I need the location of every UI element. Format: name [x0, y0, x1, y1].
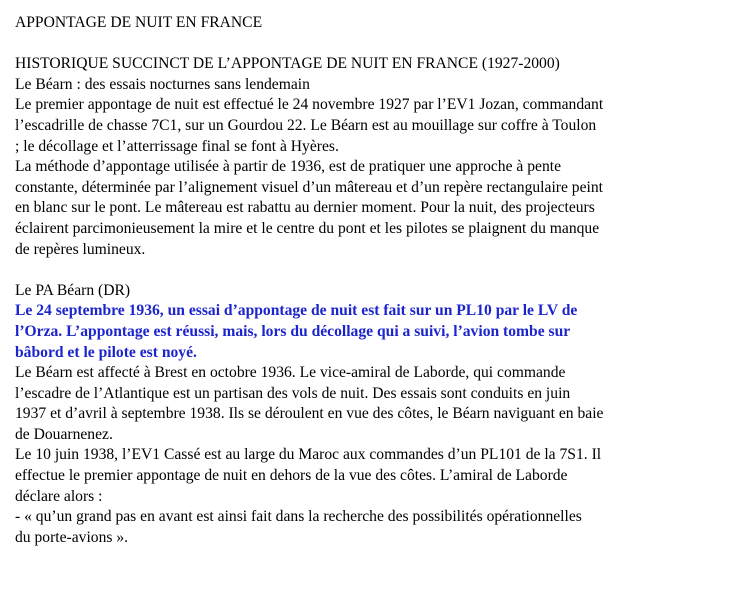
paragraph-line: déclare alors : [15, 487, 103, 505]
paragraph-line: l’escadre de l’Atlantique est un partisan des vols de nuit. Des essais sont conduits en juin [15, 384, 571, 402]
paragraph-line: effectue le premier appontage de nuit en dehors de la vue des côtes. L’amiral de Laborde [15, 467, 568, 485]
highlighted-line: Le 24 septembre 1936, un essai d’appontage de nuit est fait sur un PL10 par le LV de [15, 302, 578, 320]
spacer [15, 34, 720, 55]
paragraph-line: Le Béarn est affecté à Brest en octobre 1936. Le vice-amiral de Laborde, qui commande [15, 364, 566, 382]
quote-line: - « qu’un grand pas en avant est ainsi fait dans la recherche des possibilités opérationnelles [15, 508, 582, 526]
quote-line: du porte-avions ». [15, 528, 129, 546]
document-title: APPONTAGE DE NUIT EN FRANCE [15, 14, 263, 31]
paragraph-line: de Douarnenez. [15, 425, 113, 443]
spacer [15, 260, 720, 281]
paragraph-line: 1937 et d’avril à septembre 1938. Ils se déroulent en vue des côtes, le Béarn naviguant en baie [15, 405, 604, 423]
paragraph-line: Le 10 juin 1938, l’EV1 Cassé est au large du Maroc aux commandes d’un PL101 de la 7S1. Il [15, 446, 602, 464]
paragraph-line: l’escadrille de chasse 7C1, sur un Gourdou 22. Le Béarn est au mouillage sur coffre à Toulon [15, 116, 597, 134]
image-caption: Le PA Béarn (DR) [15, 281, 131, 299]
paragraph-line: ; le décollage et l’atterrissage final se font à Hyères. [15, 137, 339, 155]
section-heading: HISTORIQUE SUCCINCT DE L’APPONTAGE DE NUIT EN FRANCE (1927-2000) [15, 55, 560, 73]
paragraph-line: de repères lumineux. [15, 240, 146, 258]
paragraph-line: en blanc sur le pont. Le mâtereau est rabattu au dernier moment. Pour la nuit, des projecteurs [15, 199, 595, 217]
paragraph-line: éclairent parcimonieusement la mire et le centre du pont et les pilotes se plaignent du manque [15, 219, 600, 237]
highlighted-line: l’Orza. L’appontage est réussi, mais, lors du décollage qui a suivi, l’avion tombe sur [15, 322, 571, 340]
highlighted-line: bâbord et le pilote est noyé. [15, 343, 197, 361]
document-body [15, 13, 720, 548]
paragraph-line: La méthode d’appontage utilisée à partir de 1936, est de pratiquer une approche à pente [15, 158, 561, 176]
subsection-title: Le Béarn : des essais nocturnes sans lendemain [15, 75, 310, 93]
paragraph-line: Le premier appontage de nuit est effectué le 24 novembre 1927 par l’EV1 Jozan, commandant [15, 96, 604, 114]
paragraph-line: constante, déterminée par l’alignement visuel d’un mâtereau et d’un repère rectangulaire peint [15, 178, 603, 196]
